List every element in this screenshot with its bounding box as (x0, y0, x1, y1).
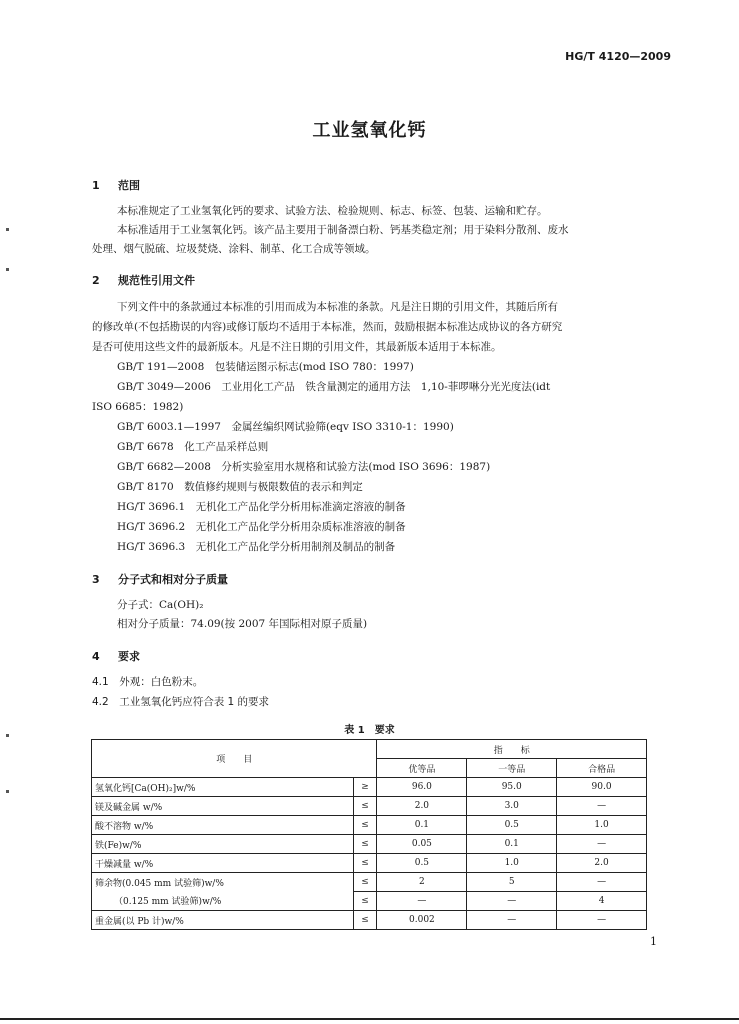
row-value: 0.05 (377, 835, 467, 854)
table-row (92, 835, 647, 854)
paragraph: 是否可使用这些文件的最新版本。凡是不注日期的引用文件，其最新版本适用于本标准。 (92, 341, 502, 353)
row-value: 2 (377, 873, 467, 892)
section-title: 要求 (118, 650, 140, 663)
row-item: 筛余物(0.045 mm 试验筛)w/% (92, 873, 354, 892)
row-value: 90.0 (557, 778, 647, 797)
clause-4-2: 4.2 工业氢氧化钙应符合表 1 的要求 (92, 696, 270, 708)
section-1-heading (92, 177, 140, 193)
reference-item: GB/T 191—2008 包装储运图示标志(mod ISO 780：1997) (117, 361, 414, 373)
grade-header: 优等品 (377, 759, 467, 778)
reference-item: HG/T 3696.1 无机化工产品化学分析用标准滴定溶液的制备 (117, 501, 406, 513)
row-item: 酸不溶物 w/% (92, 816, 354, 835)
row-value: 0.1 (377, 816, 467, 835)
row-value: 1.0 (467, 854, 557, 873)
page-bottom-edge (0, 1018, 739, 1020)
row-value: 2.0 (377, 797, 467, 816)
section-title: 范围 (118, 179, 140, 192)
molecular-formula: 分子式：Ca(OH)₂ (117, 599, 204, 611)
section-title: 分子式和相对分子质量 (118, 573, 228, 586)
section-3-heading (92, 571, 228, 587)
table-row (92, 892, 647, 911)
row-value: — (467, 892, 557, 911)
row-operator: ≤ (353, 873, 377, 892)
section-number: 1 (92, 179, 100, 192)
section-2-heading (92, 272, 195, 288)
row-value: 1.0 (557, 816, 647, 835)
row-value: 3.0 (467, 797, 557, 816)
row-value: — (557, 797, 647, 816)
paragraph: 本标准规定了工业氢氧化钙的要求、试验方法、检验规则、标志、标签、包装、运输和贮存。 (117, 205, 548, 217)
reference-item: HG/T 3696.2 无机化工产品化学分析用杂质标准溶液的制备 (117, 521, 406, 533)
row-item: 镁及碱金属 w/% (92, 797, 354, 816)
row-value: — (557, 911, 647, 930)
table-row (92, 778, 647, 797)
header-index: 指 标 (377, 740, 647, 759)
document-title: 工业氢氧化钙 (312, 120, 427, 141)
paragraph: 下列文件中的条款通过本标准的引用而成为本标准的条款。凡是注日期的引用文件，其随后所有 (117, 301, 558, 313)
row-operator: ≤ (353, 797, 377, 816)
row-item: 干燥减量 w/% (92, 854, 354, 873)
row-value: 2.0 (557, 854, 647, 873)
row-value: 5 (467, 873, 557, 892)
row-value: 0.1 (467, 835, 557, 854)
section-number: 4 (92, 650, 100, 663)
grade-header: 一等品 (467, 759, 557, 778)
standard-code: HG/T 4120—2009 (565, 50, 671, 63)
reference-item: GB/T 6003.1—1997 金属丝编织网试验筛(eqv ISO 3310-1：1990) (117, 421, 454, 433)
row-operator: ≤ (353, 854, 377, 873)
row-operator: ≤ (353, 892, 377, 911)
header-item: 项 目 (92, 740, 377, 778)
reference-item: ISO 6685：1982) (92, 401, 184, 413)
binding-mark (6, 734, 9, 737)
row-item: 重金属(以 Pb 计)w/% (92, 911, 354, 930)
table-row (92, 911, 647, 930)
section-number: 3 (92, 573, 100, 586)
table-caption: 表 1 要求 (344, 725, 395, 736)
paragraph: 本标准适用于工业氢氧化钙。该产品主要用于制备漂白粉、钙基类稳定剂；用于染料分散剂、废水 (117, 224, 569, 236)
section-4-heading (92, 648, 140, 664)
reference-item: HG/T 3696.3 无机化工产品化学分析用制剂及制品的制备 (117, 541, 396, 553)
table-row (92, 873, 647, 892)
row-value: — (377, 892, 467, 911)
section-title: 规范性引用文件 (118, 274, 195, 287)
grade-header: 合格品 (557, 759, 647, 778)
paragraph: 的修改单(不包括勘误的内容)或修订版均不适用于本标准，然而，鼓励根据本标准达成协议的各方研究 (92, 321, 563, 333)
row-value: 4 (557, 892, 647, 911)
table-row (92, 854, 647, 873)
row-operator: ≥ (353, 778, 377, 797)
paragraph: 处理、烟气脱硫、垃圾焚烧、涂料、制革、化工合成等领域。 (92, 243, 376, 255)
row-value: 0.5 (377, 854, 467, 873)
row-operator: ≤ (353, 816, 377, 835)
reference-item: GB/T 6682—2008 分析实验室用水规格和试验方法(mod ISO 3696：1987) (117, 461, 491, 473)
table-row (92, 797, 647, 816)
reference-item: GB/T 3049—2006 工业用化工产品 铁含量测定的通用方法 1,10-菲啰啉分光光度法(idt (117, 381, 551, 393)
binding-mark (6, 228, 9, 231)
row-operator: ≤ (353, 911, 377, 930)
row-operator: ≤ (353, 835, 377, 854)
row-item: （0.125 mm 试验筛)w/% (92, 892, 354, 911)
row-item: 铁(Fe)w/% (92, 835, 354, 854)
binding-mark (6, 790, 9, 793)
table-header-row (92, 740, 647, 759)
requirements-table (91, 739, 647, 930)
section-number: 2 (92, 274, 100, 287)
table-row (92, 816, 647, 835)
row-value: 96.0 (377, 778, 467, 797)
row-value: — (557, 835, 647, 854)
clause-4-1: 4.1 外观：白色粉末。 (92, 676, 204, 688)
reference-item: GB/T 8170 数值修约规则与极限数值的表示和判定 (117, 481, 363, 493)
row-item: 氢氧化钙[Ca(OH)₂]w/% (92, 778, 354, 797)
row-value: 95.0 (467, 778, 557, 797)
row-value: — (467, 911, 557, 930)
binding-mark (6, 268, 9, 271)
page-number: 1 (650, 935, 657, 948)
molecular-mass: 相对分子质量：74.09(按 2007 年国际相对原子质量) (117, 618, 368, 630)
row-value: 0.5 (467, 816, 557, 835)
reference-item: GB/T 6678 化工产品采样总则 (117, 441, 269, 453)
row-value: 0.002 (377, 911, 467, 930)
row-value: — (557, 873, 647, 892)
